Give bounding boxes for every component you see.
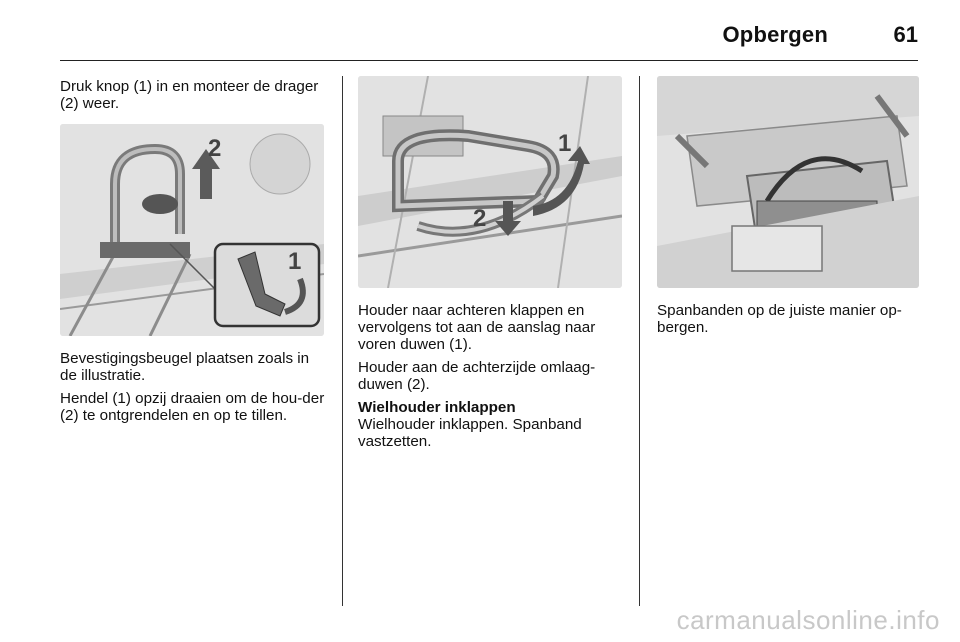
column-3: [657, 78, 921, 342]
column-divider: [639, 76, 640, 606]
column-2: [358, 78, 624, 456]
callout-1: 1: [558, 130, 572, 157]
callout-1: 1: [288, 248, 302, 275]
callout-2: 2: [473, 205, 487, 232]
page-number: 61: [893, 22, 918, 47]
illustration-straps-drawing: [657, 76, 919, 288]
instruction-2: Hendel (1) opzij draaien om de hou-der (2) te ontgrendelen en op te tillen.: [60, 390, 325, 424]
watermark: carmanualsonline.info: [676, 605, 940, 635]
illustration-lever-drawing: [60, 124, 324, 336]
page-header: [60, 14, 918, 61]
illustration-holder: [358, 76, 622, 288]
instruction-1: Houder naar achteren klappen en vervolgens tot aan de aanslag naar voren duwen (1).: [358, 302, 596, 353]
illustration-straps: [657, 76, 919, 288]
page-title: Opbergen: [722, 22, 828, 47]
callout-2: 2: [208, 135, 222, 162]
intro-text: Druk knop (1) in en monteer de drager (2) weer.: [60, 78, 319, 112]
illustration-holder-drawing: [358, 76, 622, 288]
column-1: [60, 78, 328, 430]
instruction-3: Wielhouder inklappen. Spanband vastzetten.: [358, 416, 582, 450]
instruction-2: Houder aan de achterzijde omlaag-duwen (2).: [358, 359, 596, 393]
instruction-1: Bevestigingsbeugel plaatsen zoals in de illustratie.: [60, 350, 310, 384]
instruction-1: Spanbanden op de juiste manier op-bergen.: [657, 302, 902, 336]
section-heading: Wielhouder inklappen: [358, 399, 516, 416]
illustration-lever: [60, 124, 324, 336]
column-divider: [342, 76, 343, 606]
